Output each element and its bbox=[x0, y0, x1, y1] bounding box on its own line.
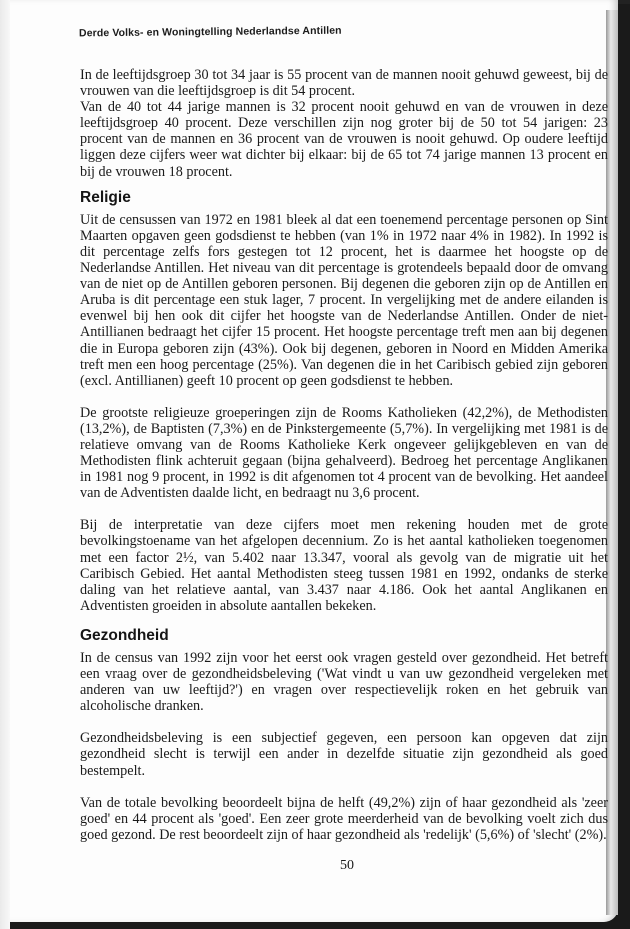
paragraph-gap bbox=[80, 389, 608, 405]
paragraph-gezondheid-census: In de census van 1992 zijn voor het eerst ook vragen gesteld over gezondheid. Het betreft een vraag over de gezondheidsbeleving ('Wat vindt u van uw gezondheid vergeleken met anderen van uw leeftijd?') en vragen over respectievelijk roken en het gebruik van alcoholische dranken. bbox=[80, 650, 608, 715]
page-body bbox=[80, 67, 608, 843]
paragraph-leeftijdsgroep: In de leeftijdsgroep 30 tot 34 jaar is 55 procent van de mannen nooit gehuwd geweest, bij de vrouwen van die leeftijdsgroep is dit 54 procent. bbox=[80, 67, 608, 100]
paragraph-totale-bevolking: Van de totale bevolking beoordeelt bijna de helft (49,2%) zijn of haar gezondheid als 'zeer goed' en 44 procent als 'goed'. Een zeer grote meerderheid van de bevolking voelt zich dus goed gezond. De rest beoordeelt zijn of haar gezondheid als 'redelijk' (5,6%) of 'slecht' (2%). bbox=[80, 794, 608, 843]
running-head: Derde Volks- en Woningtelling Nederlandse Antillen bbox=[78, 24, 342, 40]
paragraph-gezondheidsbeleving: Gezondheidsbeleving is een subjectief gegeven, een persoon kan opgeven dat zijn gezondheid slecht is terwijl een ander in dezelfde situatie zijn gezondheid als goed bestempelt. bbox=[80, 730, 608, 779]
paragraph-interpretatie: Bij de interpretatie van deze cijfers moet men rekening houden met de grote bevolkingstoename van het afgelopen decennium. Zo is het aantal katholieken toegenomen met een factor 2½, van 5.402 naar 13.347, vooral als gevolg van de migratie uit het Caribisch Gebied. Het aantal Methodisten steeg tussen 1981 en 1992, ondanks de sterke daling van het relatieve aantal, van 3.437 naar 4.186. Ook het aantal Anglikanen en Adventisten groeiden in absolute aantallen bekeken. bbox=[80, 517, 608, 614]
heading-gezondheid: Gezondheid bbox=[80, 626, 169, 644]
page-number: 50 bbox=[340, 858, 354, 873]
paragraph-verschillen: Van de 40 tot 44 jarige mannen is 32 procent nooit gehuwd en van de vrouwen in deze leeftijdsgroep 40 procent. Deze verschillen zijn nog groter bij de 50 tot 54 jarigen: 23 procent van de mannen en 36 procent van de vrouwen is nooit gehuwd. Op oudere leeftijd liggen deze cijfers weer wat dichter bij elkaar: bij de 65 tot 74 jarige mannen 13 procent en bij de vrouwen 18 procent. bbox=[80, 99, 608, 180]
paragraph-gap bbox=[80, 714, 608, 730]
paragraph-gap bbox=[80, 779, 608, 795]
page-binding-edge bbox=[0, 0, 10, 929]
paragraph-religie-intro: Uit de censussen van 1972 en 1981 bleek al dat een toenemend percentage personen op Sint Maarten opgaven geen godsdienst te hebben (van 1% in 1972 naar 4% in 1982). In 1992 is dit percentage zelfs fors gestegen tot 12 procent, het is daarmee het hoogste op de Nederlandse Antillen. Het niveau van dit percentage is grotendeels bepaald door de omvang van de niet op de Antillen geboren personen. Bij degenen die geboren zijn op de Antillen en Aruba is dit percentage een stuk lager, 7 procent. In vergelijking met de andere eilanden is evenwel bij hen ook dit cijfer het hoogste van de Nederlandse Antillen. Onder de niet-Antillianen bedraagt het cijfer 15 procent. Het hoogste percentage treft men aan bij degenen die in Europa geboren zijn (43%). Ook bij degenen, geboren in Noord en Midden Amerika treft men een hoog percentage (25%). Van degenen die in het Caribisch gebied zijn geboren (excl. Antillianen) geeft 10 procent op geen godsdienst te hebben. bbox=[80, 211, 608, 389]
paragraph-religieuze-groeperingen: De grootste religieuze groeperingen zijn de Rooms Katholieken (42,2%), de Methodisten (13,2%), de Baptisten (7,3%) en de Pinkstergemeente (5,7%). In vergelijking met 1981 is de relatieve omvang van de Rooms Katholieke Kerk ongeveer gelijkgebleven en van de Methodisten flink achteruit gegaan (bijna gehalveerd). Bedroeg het percentage Anglikanen in 1981 nog 9 procent, in 1992 is dit afgenomen tot 4 procent van de bevolking. Het aandeel van de Adventisten daalde licht, en bedraagt nu 3,6 procent. bbox=[80, 404, 608, 502]
paragraph-gap bbox=[80, 501, 608, 517]
heading-religie: Religie bbox=[80, 188, 131, 206]
